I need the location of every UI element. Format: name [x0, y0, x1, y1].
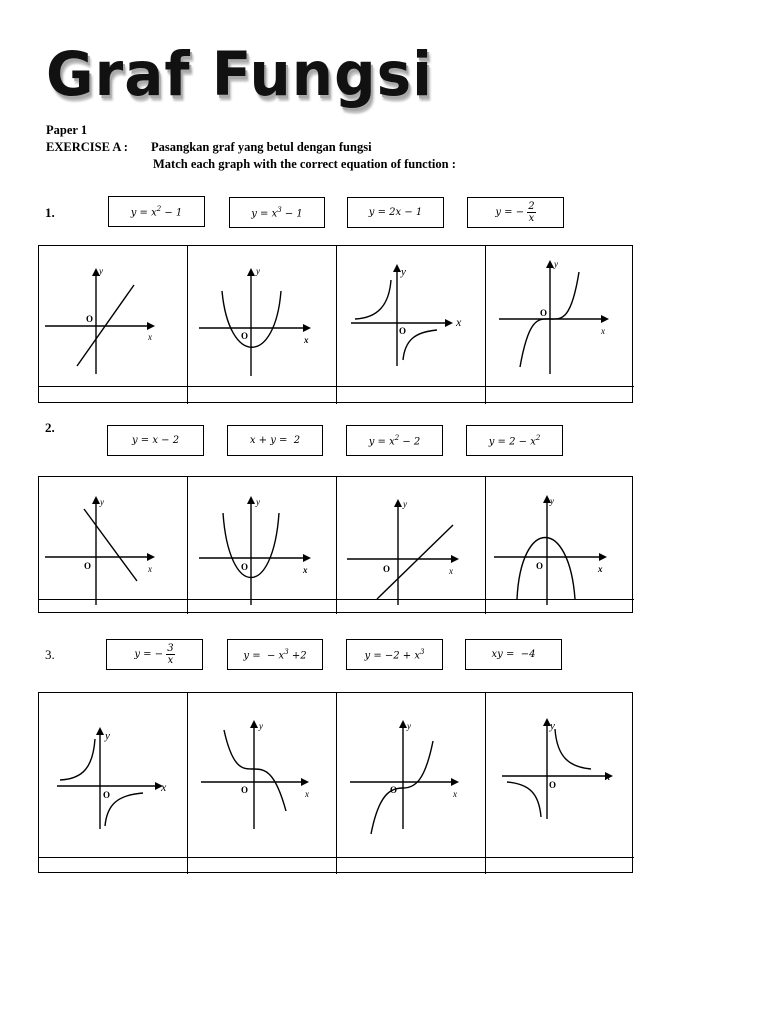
question-3-number: 3.: [45, 647, 55, 662]
equation-box: $y = x^3 - 1$: [229, 197, 325, 228]
graph-reciprocal: [351, 266, 451, 366]
origin-label: O: [84, 561, 92, 571]
x-axis-label: x: [148, 332, 152, 342]
graph-cubic: [499, 262, 607, 374]
equation-box: y = − $\frac{3}{x}$: [106, 639, 203, 670]
y-axis-label: y: [403, 499, 407, 509]
origin-label: O: [241, 562, 249, 572]
equation-box: $y = x^2 - 2$: [346, 425, 443, 456]
page-title: Graf Fungsi: [46, 38, 434, 110]
origin-label: O: [86, 314, 94, 324]
graph-parabola: [199, 498, 309, 605]
x-axis-label: x: [456, 315, 462, 329]
exercise-label: EXERCISE A :: [46, 140, 128, 154]
y-axis-label: y: [256, 497, 260, 507]
origin-label: O: [241, 331, 249, 341]
graph-grid-3-drawing: [39, 693, 634, 874]
graph-line: [347, 501, 457, 605]
x-axis-label: x: [605, 769, 611, 783]
equation-box: $y = 2 - x^2$: [466, 425, 563, 456]
equation-box: y = 2x − 1: [347, 197, 444, 228]
origin-label: O: [241, 785, 249, 795]
x-axis-label: x: [303, 565, 308, 575]
equation-box: y = x − 2: [107, 425, 204, 456]
question-2-number: 2.: [45, 420, 55, 435]
y-axis-label: y: [99, 266, 103, 276]
graph-line: [45, 270, 153, 374]
instruction-malay: Pasangkan graf yang betul dengan fungsi: [151, 140, 372, 154]
graph-grid-1-drawing: [39, 246, 634, 404]
y-axis-label: y: [401, 266, 406, 278]
instruction-english: Match each graph with the correct equation of function :: [153, 157, 456, 171]
graph-cubic: [201, 722, 307, 829]
equation-box: xy = −4: [465, 639, 562, 670]
question-1-number: 1.: [45, 205, 55, 220]
graph-reciprocal: [57, 729, 161, 829]
graph-parabola-inverted: [494, 497, 605, 605]
y-axis-label: y: [256, 266, 260, 276]
x-axis-label: x: [148, 564, 152, 574]
graph-grid-2-drawing: [39, 477, 634, 614]
graph-grid-1: [38, 245, 633, 403]
x-axis-label: x: [601, 326, 605, 336]
y-axis-label: y: [550, 496, 554, 506]
graph-cubic: [350, 722, 457, 834]
origin-label: O: [536, 561, 544, 571]
origin-label: O: [103, 790, 111, 800]
y-axis-label: y: [259, 721, 263, 731]
x-axis-label: x: [449, 566, 453, 576]
origin-label: O: [549, 780, 557, 790]
graph-grid-3: [38, 692, 633, 873]
graph-parabola: [199, 270, 309, 376]
origin-label: O: [383, 564, 391, 574]
y-axis-label: y: [550, 720, 555, 732]
y-axis-label: y: [554, 259, 558, 269]
equation-box: $y = x^2 - 1$: [108, 196, 205, 227]
equation-box: x + y = 2: [227, 425, 323, 456]
equation-box: y = − $x^3 +2$: [227, 639, 323, 670]
equation-box: y = − $\frac{2}{x}$: [467, 197, 564, 228]
y-axis-label: y: [105, 730, 110, 742]
x-axis-label: x: [161, 780, 167, 794]
y-axis-label: y: [100, 497, 104, 507]
x-axis-label: x: [453, 789, 457, 799]
graph-reciprocal: [502, 720, 611, 819]
x-axis-label: x: [598, 564, 603, 574]
x-axis-label: x: [305, 789, 309, 799]
paper-label: Paper 1: [46, 123, 88, 137]
origin-label: O: [540, 308, 548, 318]
y-axis-label: y: [407, 721, 411, 731]
graph-line: [45, 498, 153, 605]
origin-label: O: [390, 785, 398, 795]
equation-box: $y = -2 + x^3$: [346, 639, 443, 670]
origin-label: O: [399, 326, 407, 336]
x-axis-label: x: [304, 335, 309, 345]
graph-grid-2: [38, 476, 633, 613]
